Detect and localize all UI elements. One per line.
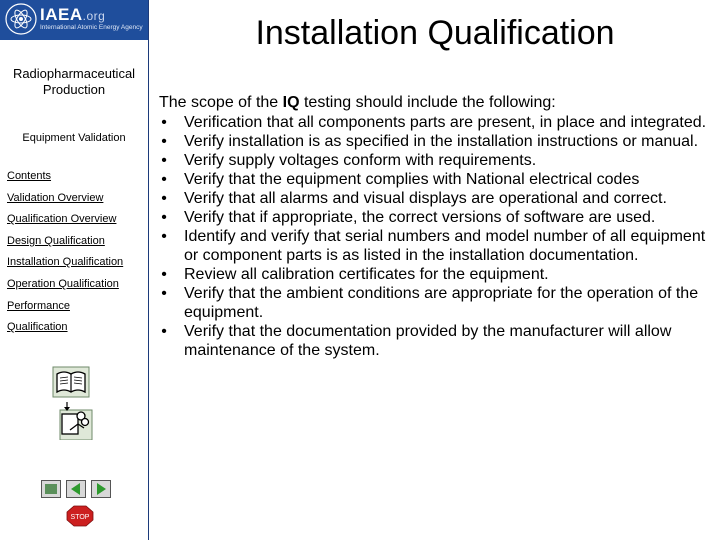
list-item: • Verify that all alarms and visual displays are operational and correct.	[161, 190, 667, 207]
logo-text: IAEA.org	[40, 5, 106, 24]
list-item: • Verify that the documentation provided by the manufacturer will allow maintenance of the system.	[161, 323, 672, 359]
book-icon	[52, 366, 90, 398]
sidebar	[0, 0, 148, 540]
scope-bullet-list	[157, 113, 717, 360]
arrow-right-icon	[92, 481, 110, 497]
logo-subtitle: International Atomic Energy Agency	[40, 24, 143, 31]
nav-link-performance[interactable]: Performance	[7, 300, 70, 312]
page-title: Installation Qualification	[255, 14, 615, 52]
iaea-logo[interactable]	[0, 0, 148, 40]
list-item: • Verify that if appropriate, the correct versions of software are used.	[161, 209, 656, 226]
stop-label: STOP	[70, 514, 90, 521]
forward-button[interactable]	[91, 480, 111, 498]
nav-link-design-qualification[interactable]: Design Qualification	[7, 235, 105, 247]
list-item: • Review all calibration certificates for the equipment.	[161, 266, 549, 283]
subsection-title: Equipment Validation	[22, 132, 126, 144]
section-title: Radiopharmaceutical Production	[12, 66, 136, 97]
arrow-left-icon	[67, 481, 85, 497]
list-item: • Verify installation is as specified in the installation instructions or manual.	[161, 133, 699, 150]
nav-link-installation-qualification[interactable]: Installation Qualification	[7, 256, 124, 268]
nav-link-validation-overview[interactable]: Validation Overview	[7, 192, 104, 204]
list-item: • Identify and verify that serial numbers and model number of all equipment or component parts is as listed in the installation documentation.	[161, 228, 706, 264]
inspector-icon	[56, 402, 94, 440]
nav-link-qualification-overview[interactable]: Qualification Overview	[7, 213, 117, 225]
list-item: • Verification that all components parts are present, in place and integrated.	[161, 114, 707, 131]
nav-link-operation-qualification[interactable]: Operation Qualification	[7, 278, 119, 290]
home-button[interactable]	[41, 480, 61, 498]
sidebar-divider	[148, 0, 149, 540]
list-item: • Verify that the ambient conditions are appropriate for the operation of the equipment.	[161, 285, 699, 321]
list-item: • Verify supply voltages conform with requirements.	[161, 152, 537, 169]
atom-emblem-icon	[5, 3, 37, 35]
intro-text: The scope of the IQ testing should include the following:	[159, 94, 556, 111]
home-icon	[42, 481, 60, 497]
back-button[interactable]	[66, 480, 86, 498]
nav-link-contents[interactable]: Contents	[7, 170, 52, 182]
stop-button[interactable]	[66, 505, 94, 527]
nav-link-qualification[interactable]: Qualification	[7, 321, 68, 333]
list-item: • Verify that the equipment complies with National electrical codes	[161, 171, 640, 188]
